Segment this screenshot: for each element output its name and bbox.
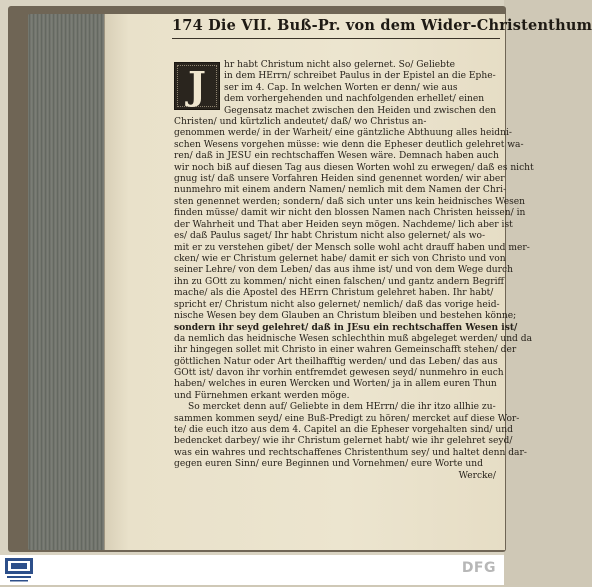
text-line: was ein wahres und rechtschaffenes Christenthum sey/ und haltet denn dar-: [174, 447, 527, 458]
dfg-logo[interactable]: DFG: [461, 560, 496, 576]
text-line: sondern ihr seyd gelehret/ daß in JEsu ein rechtschaffen Wesen ist/: [174, 322, 518, 334]
text-line: nunmehro mit einem andern Namen/ nemlich mit dem Namen der Chri-: [174, 185, 507, 196]
text-line: Christen/ und kürtzlich andeutet/ daß/ wo Christus an-: [174, 117, 427, 128]
text-line: dem vorhergehenden und nachfolgenden erhellet/ einen: [224, 94, 485, 105]
text-line: wir noch biß auf diesen Tag aus diesen Worten wohl zu erwegen/ daß es nicht: [174, 162, 534, 173]
text-line: mit er zu verstehen gibet/ der Mensch solle wohl acht drauff haben und mer-: [174, 242, 530, 253]
text-line: in dem HErrn/ schreibet Paulus in der Epistel an die Ephe-: [224, 71, 496, 82]
text-line: sammen kommen seyd/ eine Buß-Predigt zu hören/ mercket auf diese Wor-: [174, 413, 520, 424]
text-line: spricht er/ Christum nicht also gelernet/ nemlich/ daß das vorige heid-: [174, 299, 500, 310]
running-head: 174 Die VII. Buß-Pr. von dem Wider-Christenthum: [172, 17, 592, 34]
text-line: So mercket denn auf/ Geliebte in dem HErrn/ die ihr itzo allhie zu-: [188, 402, 496, 413]
text-line: seiner Lehre/ von dem Leben/ das aus ihme ist/ und von dem Wege durch: [174, 265, 513, 276]
text-line: ihn zu GOtt zu kommen/ nicht einen falschen/ und gantz andern Begriff: [174, 276, 505, 287]
text-line: gnug ist/ daß unsere Vorfahren Heiden sind genennet worden/ wir aber: [174, 174, 505, 185]
text-line: ren/ daß in JESU ein rechtschaffen Wesen wäre. Demnach haben auch: [174, 151, 499, 162]
text-line: te/ die euch itzo aus dem 4. Capitel an die Epheser vorgehalten sind/ und: [174, 425, 513, 435]
body-text: [174, 60, 534, 530]
text-line: sten genennet werden; sondern/ daß sich unter uns kein heidnisches Wesen: [174, 196, 526, 207]
text-line: gegen euren Sinn/ eure Beginnen und Vornehmen/ eure Worte und: [174, 459, 483, 470]
initial-letter: J: [188, 63, 206, 108]
text-line: Gegensatz machet zwischen den Heiden und zwischen den: [224, 105, 497, 116]
viewer-footer: [0, 555, 504, 585]
library-logo-icon[interactable]: [4, 557, 34, 583]
text-line: cken/ wie er Christum gelernet habe/ damit er sich von Christo und von: [174, 253, 506, 264]
text-line: schen Wesens vorgehen müsse: wie denn die Epheser deutlich gelehret wa-: [174, 139, 524, 150]
text-line: ser im 4. Cap. In welchen Worten er denn/ wie aus: [224, 82, 458, 93]
text-line: haben/ welches in euren Wercken und Worten/ ja in allem euren Thun: [174, 379, 497, 390]
text-line: mache/ als die Apostel des HErrn Christum gelehret haben. Ihr habt/: [174, 288, 494, 299]
text-line: der Wahrheit und That aber Heiden seyn mögen. Nachdeme/ lich aber ist: [174, 219, 513, 230]
text-line: ihr hingegen sollet mit Christo in einer wahren Gemeinschafft stehen/ der: [174, 345, 517, 356]
text-line: da nemlich das heidnische Wesen schlechthin muß abgeleget werden/ und da: [174, 333, 533, 344]
head-rule: [172, 38, 500, 39]
text-line: finden müsse/ damit wir nicht den blossen Namen nach Christen heissen/ in: [174, 208, 526, 219]
book-page-edges: [28, 14, 110, 550]
text-line: genommen werde/ in der Warheit/ eine gäntzliche Abthuung alles heidni-: [174, 128, 512, 139]
catchword: Wercke/: [458, 470, 496, 481]
text-line: hr habt Christum nicht also gelernet. So/ Geliebte: [224, 60, 455, 70]
text-line: und Fürnehmen erkant werden möge.: [174, 390, 350, 401]
text-line: nische Wesen bey dem Glauben an Christum bleiben und bestehen könne;: [174, 310, 517, 321]
text-line: bedencket darbey/ wie ihr Christum gelernet habt/ wie ihr gelehret seyd/: [174, 436, 513, 447]
text-line: GOtt ist/ davon ihr vorhin entfremdet gewesen seyd/ nunmehro in euch: [174, 367, 504, 378]
text-line: göttlichen Natur oder Art theilhafftig werden/ und das Leben/ das aus: [174, 356, 498, 367]
text-line: es/ daß Paulus saget/ Ihr habt Christum nicht also gelernet/ als wo-: [174, 231, 486, 242]
